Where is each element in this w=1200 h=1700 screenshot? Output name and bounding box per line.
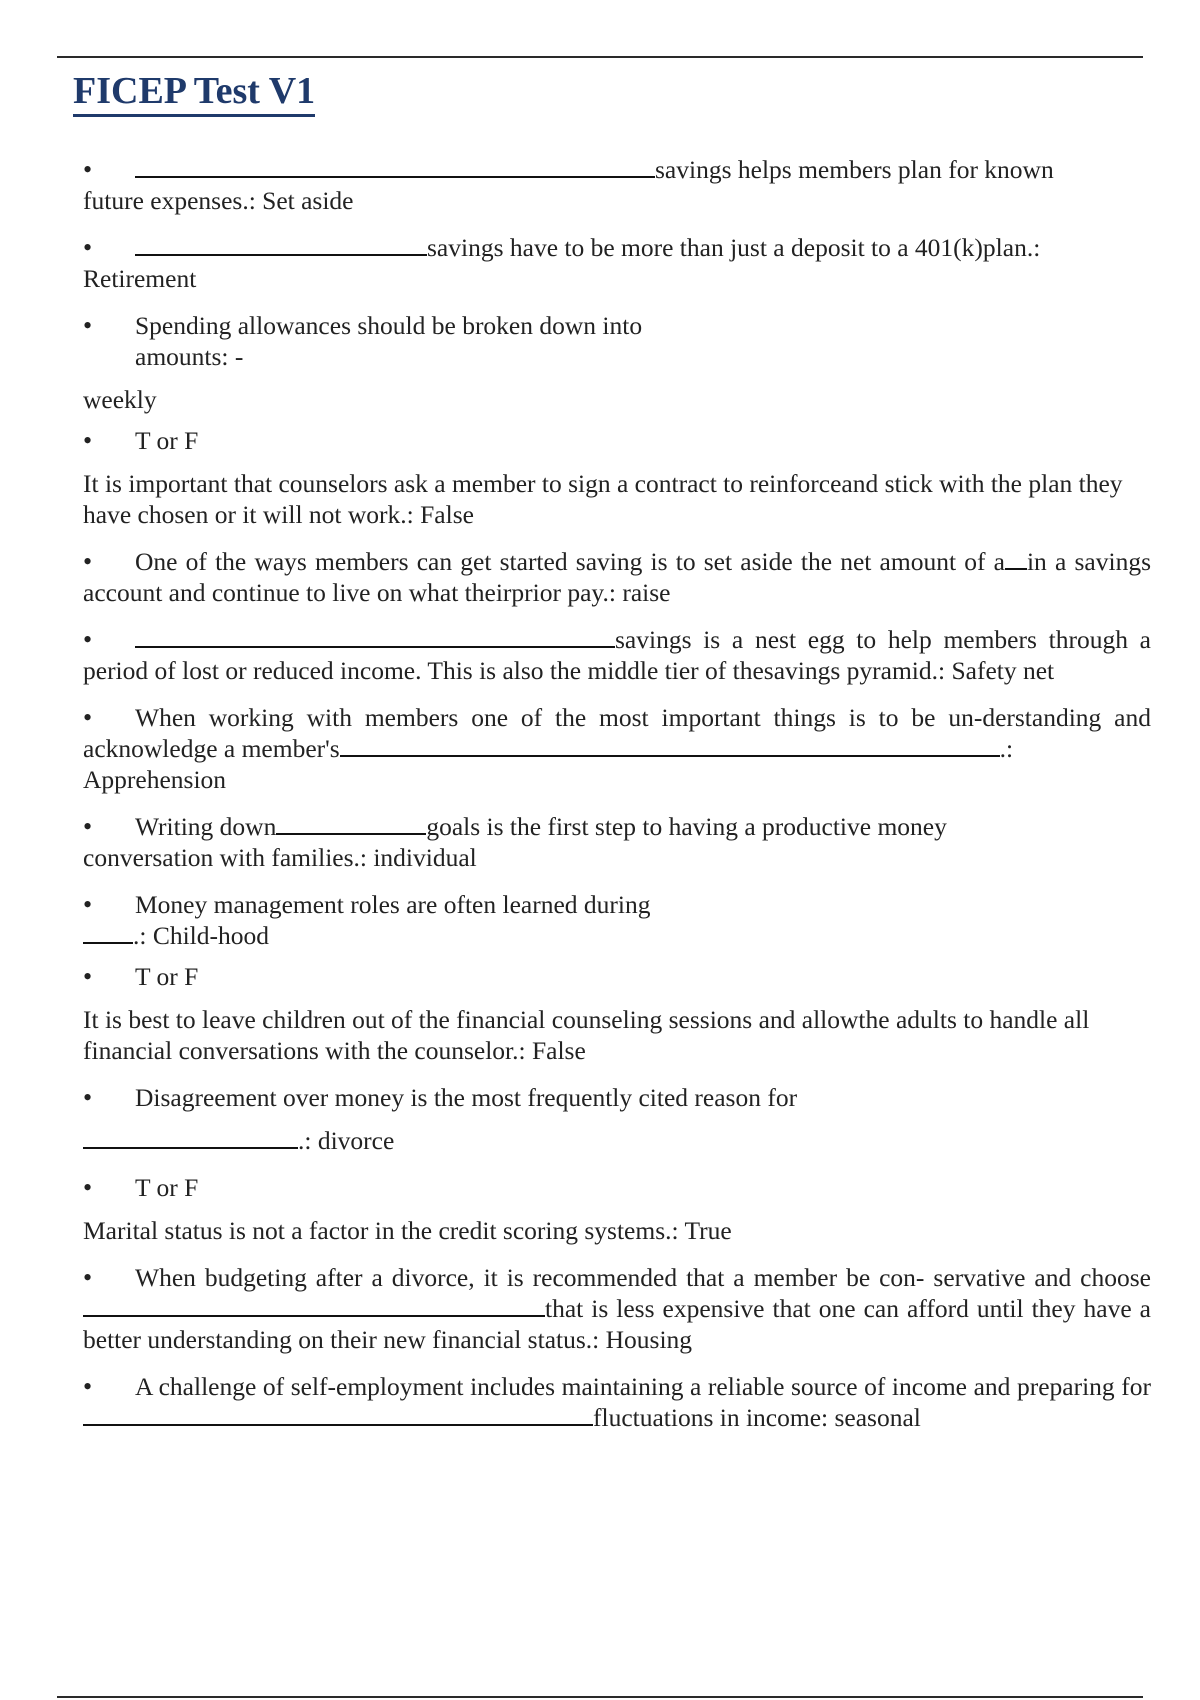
question-item — [83, 1262, 1151, 1355]
answer-blank — [135, 234, 427, 256]
answer-blank — [83, 1295, 545, 1317]
question-item — [83, 1082, 1151, 1156]
question-text: .: Child-hood — [133, 921, 270, 950]
question-text: that is less expensive that one can afford until they have a better understanding on their new financial status.: Housing — [83, 1294, 1151, 1354]
answer-blank — [83, 1127, 298, 1149]
answer-blank — [135, 626, 615, 648]
question-item — [83, 889, 1151, 951]
question-text: a period of lost or reduced income. This is also the middle tier of thesavings pyramid.: Safety net — [83, 625, 1151, 685]
question-text: .: divorce — [298, 1126, 395, 1155]
answer-blank — [340, 735, 1000, 757]
question-item — [83, 624, 1151, 686]
question-text: savings have to be more than just a deposit to a 401(k)plan.: — [427, 233, 1041, 262]
question-text: future expenses.: Set aside — [83, 186, 354, 215]
true-false-label: T or F — [135, 426, 199, 455]
question-item — [83, 546, 1151, 608]
bullet — [83, 961, 135, 992]
question-text: .: — [999, 734, 1014, 763]
question-text: One of the ways members can get started saving is to set aside the net amount of a — [135, 547, 1005, 576]
bullet — [83, 889, 135, 920]
question-text: goals is the first step to having a productive money — [426, 812, 947, 841]
bullet — [83, 624, 135, 655]
bullet — [83, 546, 135, 577]
question-text: fluctuations in income: seasonal — [593, 1403, 921, 1432]
bullet — [83, 232, 135, 263]
question-text: It is important that counselors ask a member to sign a contract to reinforceand stick with the plan they have chosen or it will not work.: False — [83, 469, 1123, 529]
answer-blank — [83, 1404, 593, 1426]
question-item — [83, 1172, 1151, 1246]
document-title: FICEP Test V1 — [73, 70, 315, 117]
question-text: Disagreement over money is the most frequently cited reason for — [135, 1083, 798, 1112]
bullet — [83, 1172, 135, 1203]
answer-text: weekly — [83, 385, 157, 414]
bullet — [83, 702, 135, 733]
bullet — [83, 310, 135, 341]
question-text: savings helps members plan for known — [655, 155, 1054, 184]
question-item — [83, 1371, 1151, 1433]
bullet — [83, 1082, 135, 1113]
bullet — [83, 811, 135, 842]
true-false-label: T or F — [135, 1173, 199, 1202]
answer-blank — [276, 813, 426, 835]
question-item — [83, 811, 1151, 873]
answer-blank — [1005, 548, 1027, 570]
true-false-label: T or F — [135, 962, 199, 991]
question-text: When budgeting after a divorce, it is recommended that a member be con- servative and choose — [135, 1263, 1151, 1292]
bullet — [83, 425, 135, 456]
question-text: A challenge of self-employment includes maintaining a reliable source of income and preparing for — [135, 1372, 1151, 1401]
question-item — [83, 232, 1151, 294]
bullet — [83, 154, 135, 185]
question-text: Writing down — [135, 812, 277, 841]
question-item — [83, 961, 1151, 1066]
question-text: Marital status is not a factor in the credit scoring systems.: True — [83, 1216, 732, 1245]
question-list — [83, 154, 1151, 1449]
question-text: Spending allowances should be broken down into — [135, 311, 643, 340]
question-text: in a savings account and continue to live on what theirprior pay.: raise — [83, 547, 1151, 607]
question-text: When working with members one of the most important things is to be un-derstanding and acknowledge a member's — [83, 703, 1151, 763]
question-item — [83, 154, 1151, 216]
question-item — [83, 310, 1151, 415]
bullet — [83, 1371, 135, 1402]
question-text: conversation with families.: individual — [83, 843, 477, 872]
answer-blank — [83, 922, 133, 944]
answer-blank — [135, 156, 655, 178]
question-text: Money management roles are often learned during — [135, 890, 651, 919]
question-text: amounts: - — [135, 342, 244, 371]
question-item — [83, 702, 1151, 795]
question-item — [83, 425, 1151, 530]
question-text: Retirement — [83, 264, 197, 293]
bullet — [83, 1262, 135, 1293]
question-text: savings is a nest egg to help members through — [615, 625, 1128, 654]
answer-text: Apprehension — [83, 765, 227, 794]
top-rule — [57, 56, 1143, 58]
question-text: It is best to leave children out of the financial counseling sessions and allowthe adults to handle all financial conversations with the counselor.: False — [83, 1005, 1090, 1065]
bottom-rule — [57, 1696, 1143, 1698]
